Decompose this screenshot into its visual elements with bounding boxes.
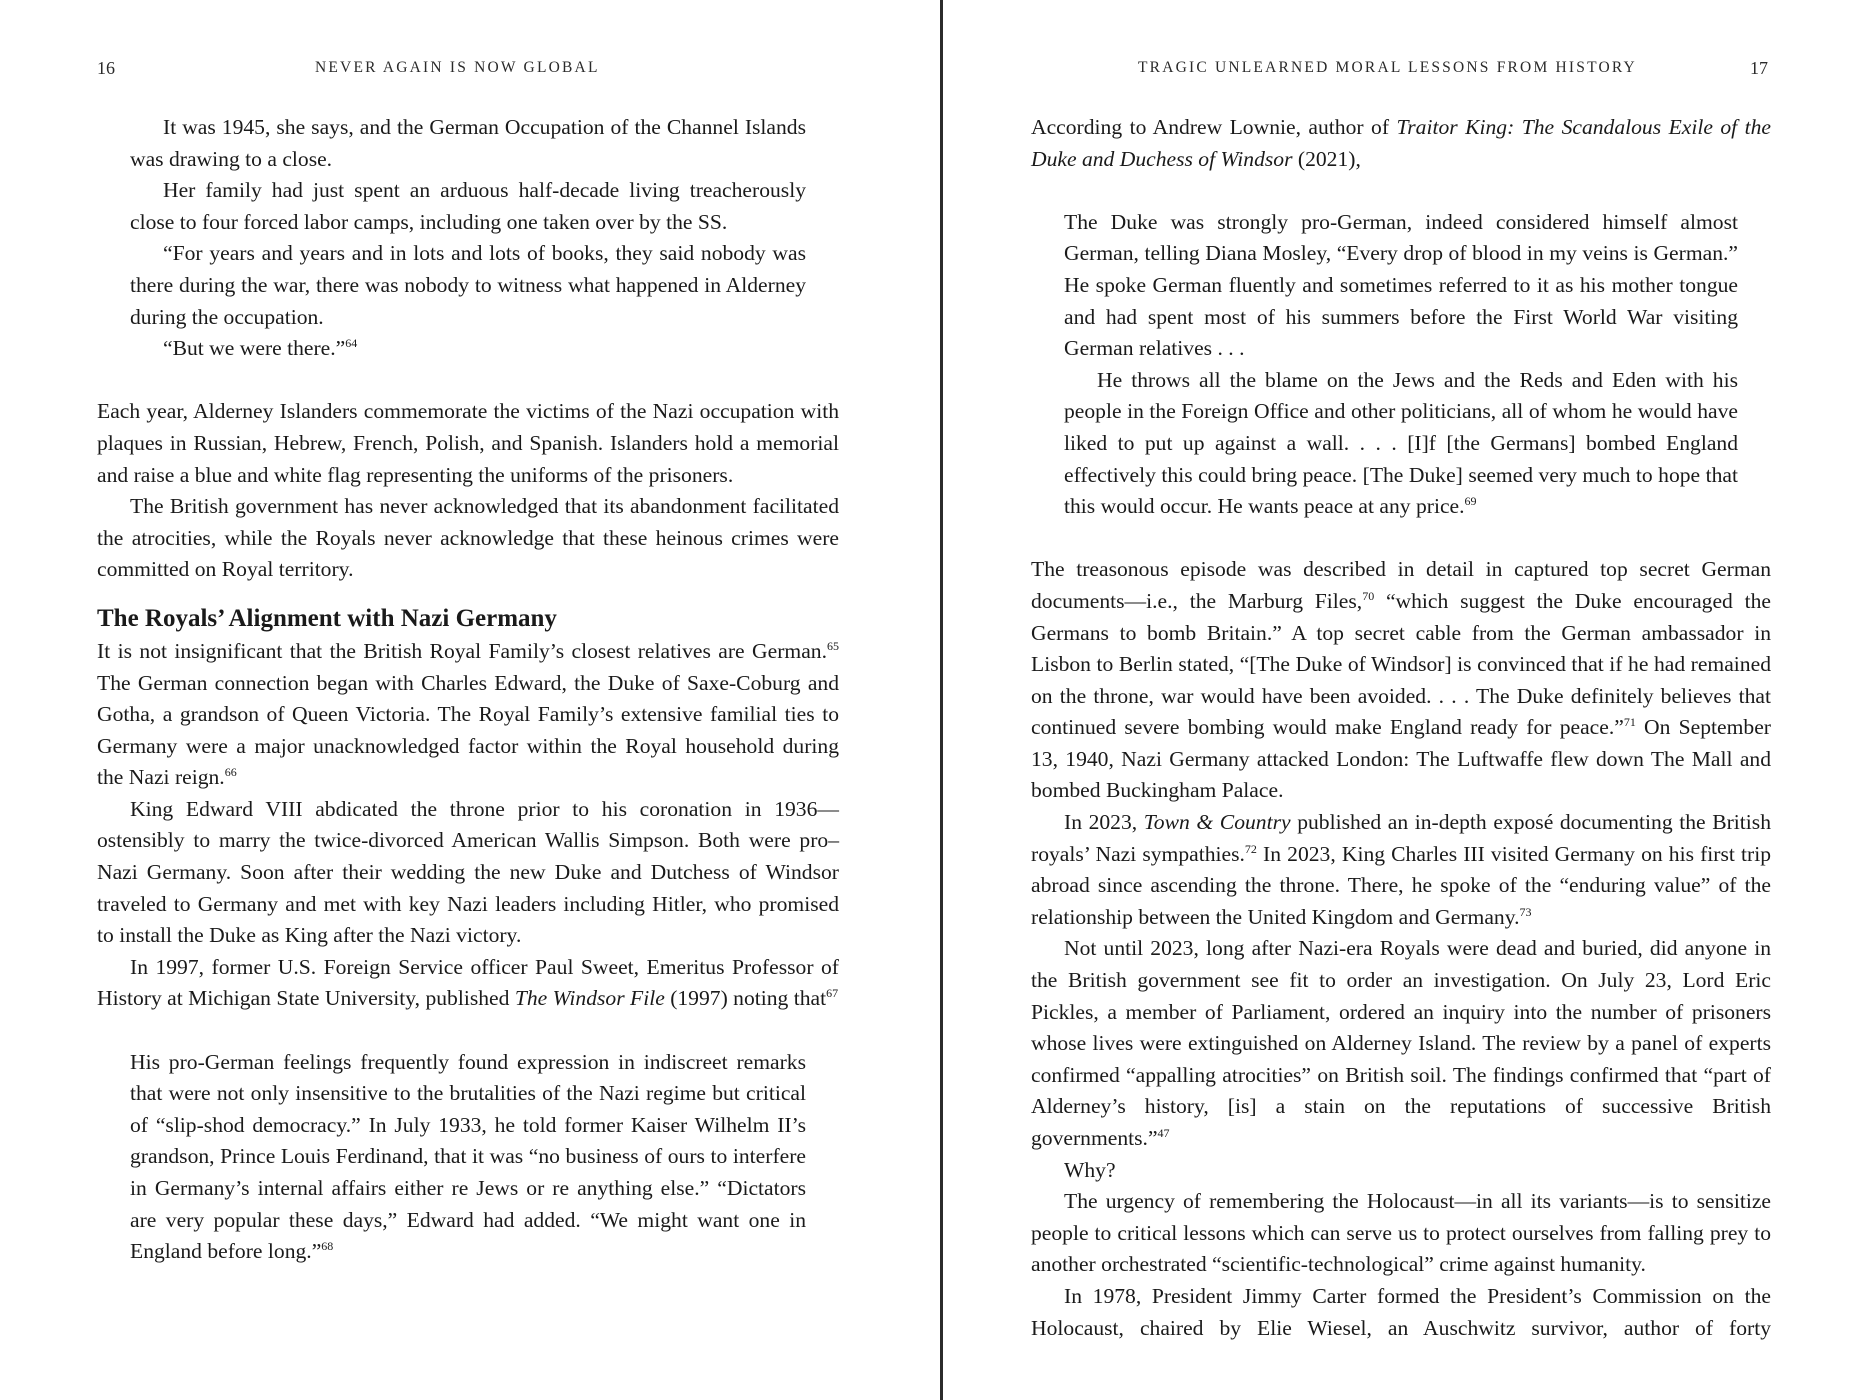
footnote-ref: 69 xyxy=(1464,494,1477,509)
quote-paragraph: It was 1945, she says, and the German Occupation of the Channel Islands was drawing to a close. xyxy=(130,115,806,171)
body-text: (2021), xyxy=(1292,146,1361,171)
quote-paragraph: The Duke was strongly pro-German, indeed considered himself almost German, telling Diana Mosley, “Every drop of blood in my veins is German.” He spoke German fluently and sometimes referred to it as his mother tongue and had spent most of his summers before the First World War visiting German relatives . . . xyxy=(1064,209,1738,361)
running-head: NEVER AGAIN IS NOW GLOBAL xyxy=(315,59,600,76)
quote-text: “But we were there.” xyxy=(163,336,346,361)
body-text: In 2023, King Charles III visited Germany on his first trip abroad since ascending the throne. There, he spoke of the “enduring value” of the relationship between the United Kingdom and Germany. xyxy=(1031,841,1771,929)
body-text: (1997) noting that xyxy=(664,986,827,1011)
body-paragraph: In 1978, President Jimmy Carter formed the President’s Commission on the Holocaust, chaired by Elie Wiesel, an Auschwitz survivor, author of forty xyxy=(1031,1283,1771,1340)
section-heading: The Royals’ Alignment with Nazi Germany xyxy=(97,604,557,632)
quote-paragraph: Her family had just spent an arduous half-decade living treacherously close to four forced labor camps, including one taken over by the SS. xyxy=(130,178,806,234)
body-text: Not until 2023, long after Nazi-era Royals were dead and buried, did anyone in the British government see fit to order an investigation. On July 23, Lord Eric Pickles, a member of Parliament, ordered an inquiry into the number of prisoners whose lives were extinguished on Alderney Island. The review by a panel of experts confirmed “appalling atrocities” on British soil. The findings confirmed that “part of Alderney’s history, [is] a stain on the reputations of successive British governments.” xyxy=(1031,936,1771,1150)
body-paragraph: Each year, Alderney Islanders commemorate the victims of the Nazi occupation with plaques in Russian, Hebrew, French, Polish, and Spanish. Islanders hold a memorial and raise a blue and white flag representing the uniforms of the prisoners. xyxy=(97,399,839,487)
quote-paragraph: “For years and years and in lots and lots of books, they said nobody was there during the war, there was nobody to witness what happened in Alderney during the occupation. xyxy=(130,241,806,329)
footnote-ref: 71 xyxy=(1623,715,1636,730)
body-text: published an in-depth exposé documenting the British royals’ Nazi sympathies. xyxy=(1031,810,1771,866)
body-paragraph: Why? xyxy=(1064,1157,1116,1182)
body-paragraph xyxy=(97,636,839,794)
footnote-ref: 66 xyxy=(224,765,237,780)
quote-paragraph xyxy=(130,1047,806,1268)
quote-text: His pro-German feelings frequently found expression in indiscreet remarks that were not only insensitive to the brutalities of the Nazi regime but critical of “slip-shod democracy.” In July 1933, he told former Kaiser Wilhelm II’s grandson, Prince Louis Ferdinand, that it was “no business of ours to interfere in Germany’s internal affairs either re Jews or re anything else.” “Dictators are very popular these days,” Edward had added. “We might want one in England before long.” xyxy=(130,1049,806,1264)
footnote-ref: 70 xyxy=(1362,588,1375,603)
footnote-ref: 72 xyxy=(1244,841,1257,856)
footnote-ref: 64 xyxy=(345,336,358,351)
body-paragraph xyxy=(1031,112,1771,175)
footnote-ref: 67 xyxy=(826,986,839,1001)
footnote-ref: 68 xyxy=(321,1239,334,1254)
left-text-block xyxy=(97,112,839,1268)
footnote-ref: 65 xyxy=(827,638,839,653)
footnote-ref: 73 xyxy=(1519,904,1532,919)
right-page xyxy=(944,0,1866,1400)
footnote-ref: 47 xyxy=(1157,1126,1170,1140)
body-paragraph xyxy=(1031,807,1771,933)
body-paragraph xyxy=(1031,933,1771,1154)
page-gutter xyxy=(940,0,943,1400)
block-quote xyxy=(130,112,806,365)
body-paragraph: The urgency of remembering the Holocaust—in all its variants—is to sensitize people to critical lessons which can serve us to protect ourselves from falling prey to another orchestrated “scientific-technological” crime against humanity. xyxy=(1031,1189,1771,1277)
right-text-block xyxy=(1031,112,1771,1344)
body-text: The German connection began with Charles Edward, the Duke of Saxe-Coburg and Gotha, a grandson of Queen Victoria. The Royal Family’s extensive familial ties to Germany were a major unacknowledged factor within the Royal household during the Nazi reign. xyxy=(97,670,839,790)
body-text: In 2023, xyxy=(1064,810,1144,835)
running-head: TRAGIC UNLEARNED MORAL LESSONS FROM HISTORY xyxy=(1138,59,1637,76)
body-paragraph xyxy=(97,952,839,1015)
page-number: 16 xyxy=(97,58,115,78)
body-text: “which suggest the Duke encouraged the Germans to bomb Britain.” A top secret cable from the German ambassador in Lisbon to Berlin stated, “[The Duke of Windsor] is convinced that if he had remained on the throne, war would have been avoided. . . . The Duke definitely believes that continued severe bombing would make England ready for peace.” xyxy=(1031,588,1771,740)
body-text: It is not insignificant that the British Royal Family’s closest relatives are German. xyxy=(97,638,827,663)
body-text: According to Andrew Lownie, author of xyxy=(1031,115,1397,139)
body-paragraph xyxy=(1031,554,1771,807)
page-number: 17 xyxy=(1750,58,1768,78)
block-quote xyxy=(1064,207,1738,523)
quote-paragraph xyxy=(1064,365,1738,523)
book-title: The Windsor File xyxy=(514,986,665,1011)
quote-paragraph xyxy=(130,333,806,365)
body-paragraph: The British government has never acknowledged that its abandonment facilitated the atrocities, while the Royals never acknowledge that these heinous crimes were committed on Royal territory. xyxy=(97,494,839,582)
body-text: In 1997, former U.S. Foreign Service officer Paul Sweet, Emeritus Professor of History at Michigan State University, published xyxy=(97,954,839,1011)
body-paragraph: King Edward VIII abdicated the throne prior to his coronation in 1936—ostensibly to marry the twice-divorced American Wallis Simpson. Both were pro–Nazi Germany. Soon after their wedding the new Duke and Dutchess of Windsor traveled to Germany and met with key Nazi leaders including Hitler, who promised to install the Duke as King after the Nazi victory. xyxy=(97,796,839,948)
body-text: The treasonous episode was described in detail in captured top secret German documents—i.e., the Marburg Files, xyxy=(1031,557,1771,613)
magazine-title: Town & Country xyxy=(1143,810,1291,835)
body-text: On September 13, 1940, Nazi Germany attacked London: The Luftwaffe flew down The Mall and bombed Buckingham Palace. xyxy=(1031,715,1771,803)
book-title: Traitor King: The Scandalous Exile of the Duke and Duchess of Windsor xyxy=(1031,115,1771,171)
quote-text: He throws all the blame on the Jews and the Reds and Eden with his people in the Foreign Office and other politicians, all of whom he would have liked to put up against a wall. . . . [I]f [the Germans] bombed England effectively this could bring peace. [The Duke] seemed very much to hope that this would occur. He wants peace at any price. xyxy=(1064,367,1738,519)
block-quote xyxy=(130,1047,806,1268)
